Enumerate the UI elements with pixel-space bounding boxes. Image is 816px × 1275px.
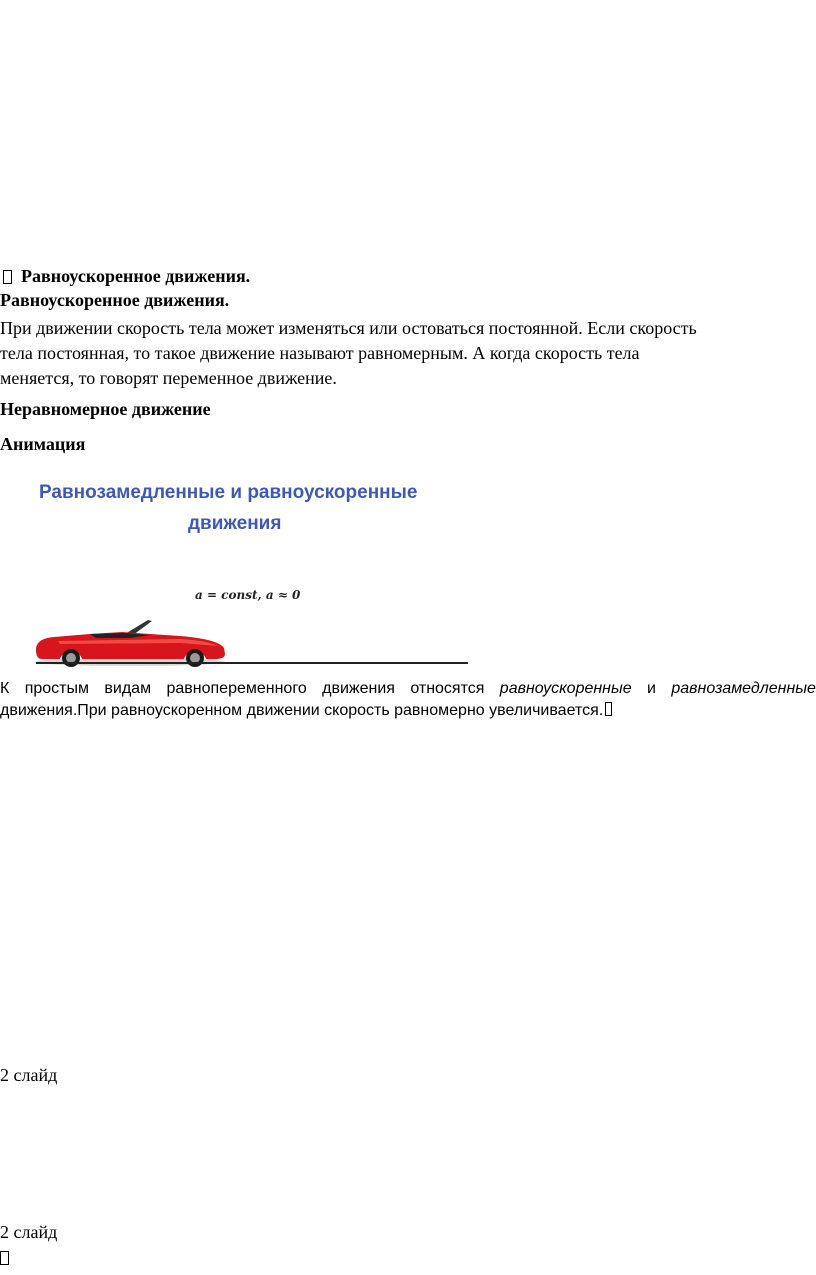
nonuniform-heading: Неравномерное движение	[0, 399, 211, 419]
bullet-icon	[0, 1251, 9, 1265]
subheading: Равноускоренное движения.	[0, 290, 230, 310]
slide-label: 2 слайд	[0, 1222, 58, 1242]
figure-title-line-2: движения	[188, 513, 282, 534]
intro-line: меняется, то говорят переменное движение.	[0, 368, 337, 388]
definition-word: равнопеременного	[166, 680, 307, 697]
definition-line-1	[0, 678, 816, 700]
definition-line-2-text: движения.При равноускоренном движении скорость равномерно увеличивается.	[0, 702, 604, 719]
slide-label: 2 слайд	[0, 1065, 58, 1085]
definition-word: видам	[104, 680, 152, 697]
definition-word: и	[647, 680, 656, 697]
intro-line: При движении скорость тела может изменяться или остоваться постоянной. Если скорость	[0, 318, 697, 338]
car-image	[30, 612, 230, 668]
definition-word: относятся	[410, 680, 485, 697]
bullet-icon	[3, 270, 12, 284]
definition-term-accelerated: равноускоренные	[499, 680, 632, 697]
definition-word: К	[0, 680, 10, 697]
end-marker-icon	[605, 702, 612, 716]
figure-formula: a = const, a ≈ 0	[195, 588, 301, 602]
definition-paragraph	[0, 678, 816, 722]
definition-word: движения	[322, 680, 395, 697]
definition-word: простым	[24, 680, 90, 697]
bullet-heading	[3, 266, 250, 287]
heading-title: Равноускоренное движения.	[21, 266, 251, 286]
intro-line: тела постоянная, то такое движение называют равномерным. А когда скорость тела	[0, 343, 640, 363]
trailing-bullet	[0, 1250, 9, 1268]
definition-term-decelerated: равнозамедленные	[671, 680, 816, 697]
figure-title-line-1: Равнозамедленные и равноускоренные	[39, 482, 418, 503]
ground-line	[36, 662, 468, 664]
animation-figure	[0, 470, 480, 670]
animation-heading: Анимация	[0, 434, 86, 454]
intro-paragraph	[0, 316, 816, 391]
definition-line-2	[0, 700, 816, 722]
